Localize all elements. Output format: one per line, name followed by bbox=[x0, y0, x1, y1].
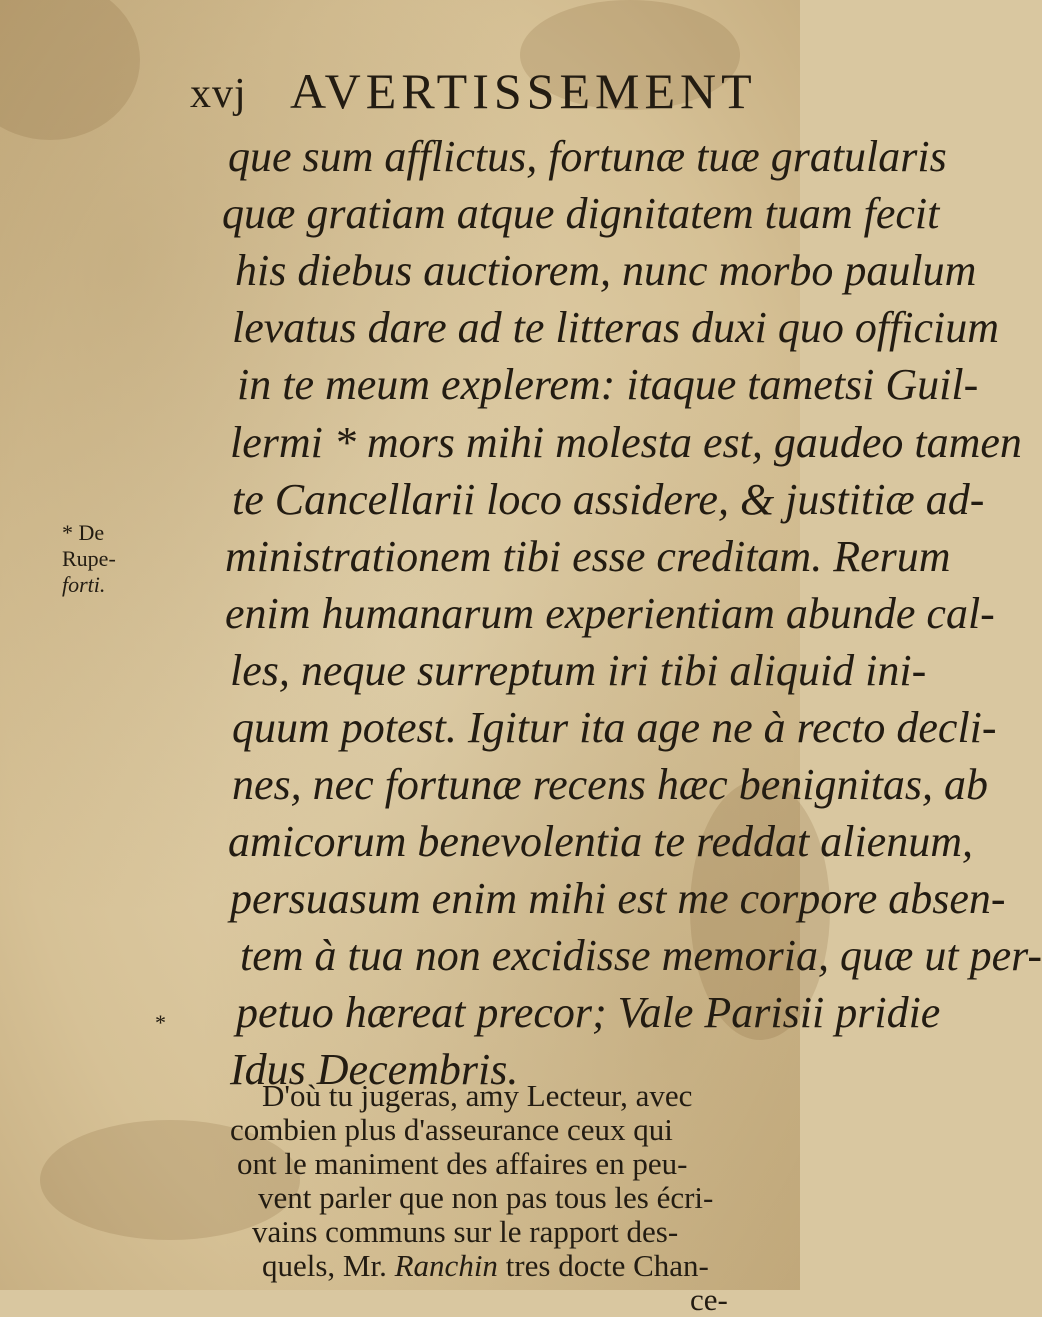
latin-text-line: les, neque surreptum iri tibi aliquid ini- bbox=[230, 646, 927, 695]
latin-text-line: Idus Decembris. bbox=[230, 1045, 519, 1094]
latin-text-line: quæ gratiam atque dignitatem tuam fecit bbox=[222, 189, 940, 238]
latin-text-line: te Cancellarii loco assidere, & justitiæ ad- bbox=[232, 475, 985, 524]
french-text-line: ce- bbox=[690, 1282, 728, 1317]
latin-text-line: amicorum benevolentia te reddat alienum, bbox=[228, 817, 973, 866]
latin-text-line: que sum afflictus, fortunæ tuæ gratularis bbox=[228, 132, 947, 181]
latin-text-line: lermi * mors mihi molesta est, gaudeo tamen bbox=[230, 418, 1022, 467]
latin-text-line: nes, nec fortunæ recens hæc benignitas, ab bbox=[232, 760, 989, 809]
margin-asterisk: * bbox=[155, 1010, 166, 1035]
french-text-line: ont le maniment des affaires en peu- bbox=[237, 1146, 688, 1181]
page-number: xvj bbox=[190, 71, 247, 117]
latin-text-line: quum potest. Igitur ita age ne à recto decli- bbox=[232, 703, 997, 752]
margin-note-line: * De Rupe- bbox=[62, 520, 116, 571]
latin-text-line: his diebus auctiorem, nunc morbo paulum bbox=[235, 246, 977, 295]
latin-text-line: petuo hæreat precor; Vale Parisii pridie bbox=[236, 988, 941, 1037]
name-ranchin: Ranchin bbox=[394, 1248, 498, 1283]
french-text-line: vent parler que non pas tous les écri- bbox=[258, 1180, 714, 1215]
latin-text-line: levatus dare ad te litteras duxi quo officium bbox=[232, 303, 1000, 352]
latin-text-line: tem à tua non excidisse memoria, quæ ut per- bbox=[240, 931, 1042, 980]
french-text-fragment: tres docte Chan- bbox=[497, 1248, 709, 1283]
french-text-fragment: quels, Mr. bbox=[262, 1248, 395, 1283]
latin-text-line: persuasum enim mihi est me corpore absen- bbox=[230, 874, 1006, 923]
latin-text-line: enim humanarum experientiam abunde cal- bbox=[225, 589, 995, 638]
french-text-line bbox=[262, 1250, 709, 1281]
running-title: AVERTISSEMENT bbox=[290, 63, 757, 119]
french-text-line: combien plus d'asseurance ceux qui bbox=[230, 1112, 673, 1147]
french-text-line: vains communs sur le rapport des- bbox=[252, 1214, 679, 1249]
french-text-line: D'où tu jugeras, amy Lecteur, avec bbox=[262, 1078, 693, 1113]
margin-note-line: forti. bbox=[62, 572, 106, 597]
latin-text-line: ministrationem tibi esse creditam. Rerum bbox=[225, 532, 951, 581]
latin-text-line: in te meum explerem: itaque tametsi Guil- bbox=[237, 360, 979, 409]
